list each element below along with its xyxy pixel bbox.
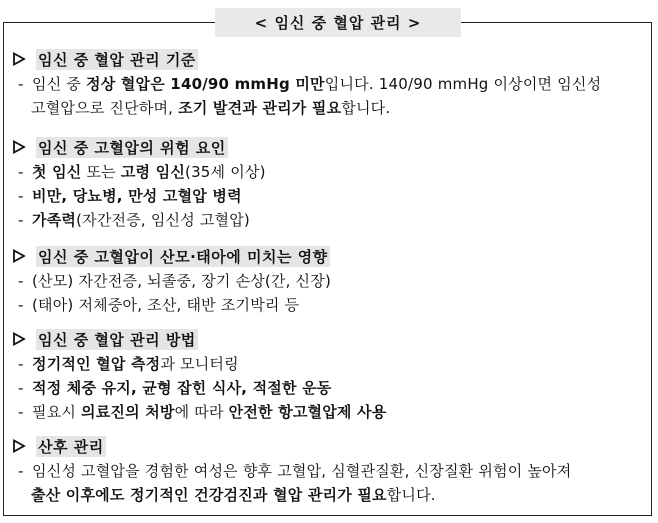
bullet-line [18,401,386,423]
page-title: < 임신 중 혈압 관리 > [215,8,461,37]
body-text: (산모) 자간전증, 뇌졸중, 장기 손상(간, 신장) [32,272,331,290]
dash-marker: - [18,272,24,290]
emphasis-text: 의료진의 처방 [81,403,175,421]
triangle-bullet-icon [12,439,26,453]
dash-marker: - [18,163,24,181]
section-heading [12,328,198,350]
triangle-bullet-icon [12,140,26,154]
emphasis-text: 비만, 당뇨병, 만성 고혈압 병력 [32,187,242,205]
emphasis-text: 가족력 [32,211,77,229]
dash-marker: - [18,355,24,373]
body-text: 합니다. [341,99,391,117]
section-heading-text: 임신 중 고혈압이 산모·태아에 미치는 영향 [38,247,328,266]
body-text: 임신성 고혈압을 경험한 여성은 향후 고혈압, 심혈관질환, 신장질환 위험이 높아져 [32,462,572,480]
emphasis-text: 출산 이후에도 정기적인 건강검진과 혈압 관리가 필요 [31,486,387,504]
emphasis-text: 고령 임신 [120,163,186,181]
emphasis-text: 안전한 항고혈압제 사용 [228,403,387,421]
dash-marker: - [18,187,24,205]
section-heading-text: 산후 관리 [38,437,104,456]
bullet-line [18,270,331,292]
body-text: 합니다. [386,486,436,504]
dash-marker: - [18,379,24,397]
bullet-line [18,73,601,95]
body-text: 과 모니터링 [160,355,239,373]
body-text: (자간전증, 임신성 고혈압) [76,211,250,229]
emphasis-text: 정상 혈압은 140/90 mmHg 미만 [86,75,325,93]
section-heading [12,435,106,457]
body-text: 임신 중 [32,75,87,93]
bullet-line [18,353,239,375]
emphasis-text: 정기적인 혈압 측정 [32,355,161,373]
dash-marker: - [18,296,24,314]
section-heading-text: 임신 중 혈압 관리 방법 [38,330,196,349]
section-heading [12,48,198,70]
dash-marker: - [18,403,24,421]
body-text: 고혈압으로 진단하며, [31,99,179,117]
body-text: (35세 이상) [185,163,266,181]
triangle-bullet-icon [12,249,26,263]
bullet-line [18,185,242,207]
bullet-line [18,460,571,482]
triangle-bullet-icon [12,332,26,346]
body-text: 입니다. 140/90 mmHg 이상이면 임신성 [324,75,602,93]
section-heading-text: 임신 중 혈압 관리 기준 [38,50,196,69]
section-heading-text: 임신 중 고혈압의 위험 요인 [38,138,226,157]
emphasis-text: 적정 체중 유지, 균형 잡힌 식사, 적절한 운동 [32,379,332,397]
emphasis-text: 조기 발견과 관리가 필요 [178,99,342,117]
body-text: (태아) 저체중아, 조산, 태반 조기박리 등 [32,296,300,314]
body-text: 또는 [81,163,121,181]
section-heading [12,136,228,158]
bullet-line [18,377,331,399]
dash-marker: - [18,211,24,229]
bullet-line-continuation [31,484,436,506]
dash-marker: - [18,75,24,93]
triangle-bullet-icon [12,52,26,66]
dash-marker: - [18,462,24,480]
emphasis-text: 첫 임신 [32,163,82,181]
bullet-line [18,209,250,231]
bullet-line [18,161,266,183]
section-heading [12,245,330,267]
bullet-line [18,294,299,316]
body-text: 에 따라 [174,403,229,421]
body-text: 필요시 [32,403,82,421]
bullet-line-continuation [31,97,390,119]
